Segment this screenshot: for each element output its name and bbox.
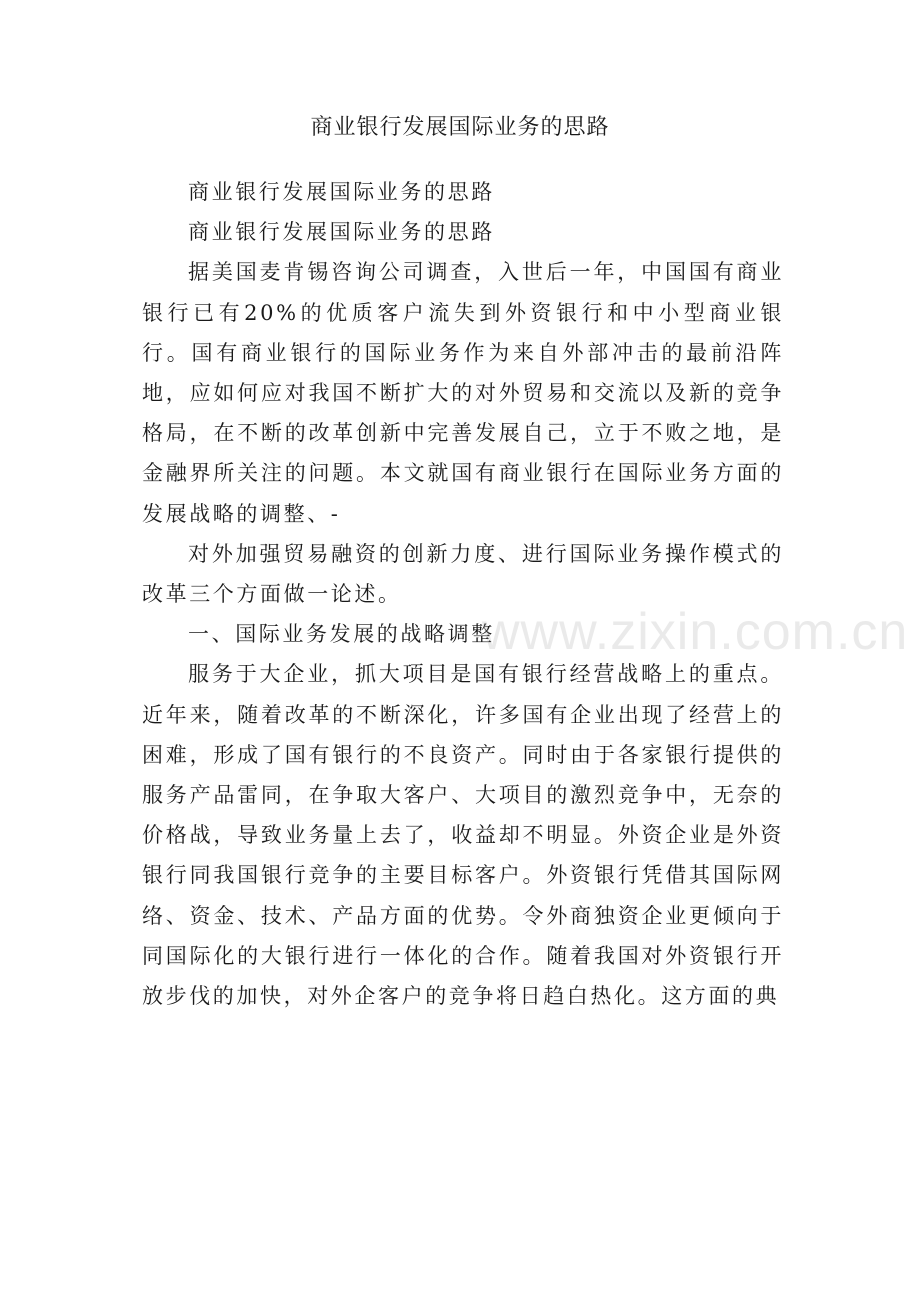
section-heading-1: 一、国际业务发展的战略调整 bbox=[188, 622, 495, 647]
document-body bbox=[142, 172, 784, 1016]
paragraph-section-1: 服务于大企业，抓大项目是国有银行经营战略上的重点。近年来，随着改革的不断深化，许多国有企业出现了经营上的困难，形成了国有银行的不良资产。同时由于各家银行提供的服务产品雷同，在争取大客户、大项目的激烈竞争中，无奈的价格战，导致业务量上去了，收益却不明显。外资企业是外资银行同我国银行竞争的主要目标客户。外资银行凭借其国际网络、资金、技术、产品方面的优势。令外商独资企业更倾向于同国际化的大银行进行一体化的合作。随着我国对外资银行开放步伐的加快，对外企客户的竞争将日趋白热化。这方面的典 bbox=[142, 662, 784, 1009]
paragraph-subtitle-2: 商业银行发展国际业务的思路 bbox=[188, 220, 495, 245]
document-title: 商业银行发展国际业务的思路 bbox=[310, 115, 610, 140]
paragraph-intro-continued: 对外加强贸易融资的创新力度、进行国际业务操作模式的改革三个方面做一论述。 bbox=[142, 541, 784, 607]
watermark-text: www.zixin.com.cn bbox=[482, 603, 909, 661]
paragraph-subtitle-1: 商业银行发展国际业务的思路 bbox=[188, 180, 495, 204]
paragraph-intro: 据美国麦肯锡咨询公司调查，入世后一年，中国国有商业银行已有20%的优质客户流失到外资银行和中小型商业银行。国有商业银行的国际业务作为来自外部冲击的最前沿阵地，应如何应对我国不断扩大的对外贸易和交流以及新的竞争格局，在不断的改革创新中完善发展自己，立于不败之地，是金融界所关注的问题。本文就国有商业银行在国际业务方面的发展战略的调整、- bbox=[142, 260, 784, 526]
